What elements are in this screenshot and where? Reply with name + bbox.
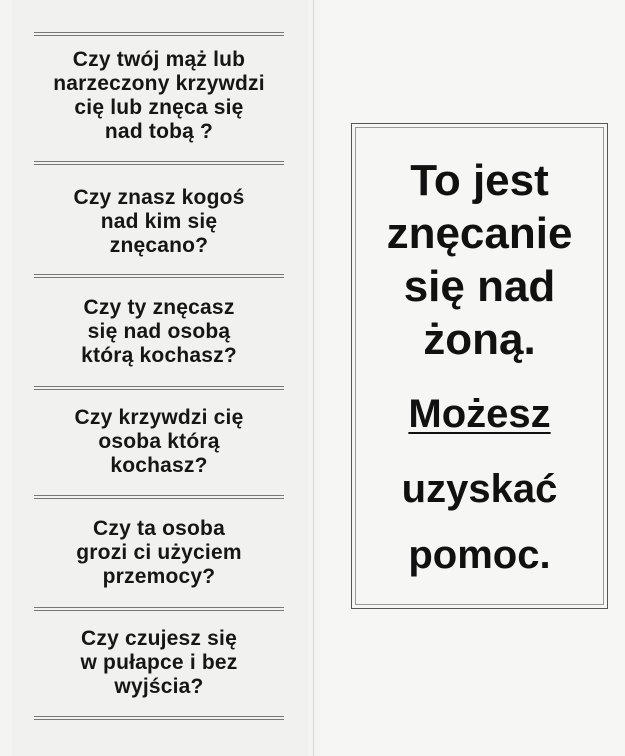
divider-rule bbox=[34, 386, 284, 390]
statement-box bbox=[351, 123, 608, 609]
question-threatens-violence: Czy ta osoba grozi ci użyciem przemocy? bbox=[76, 517, 242, 588]
divider-rule bbox=[34, 161, 284, 165]
cta-line-1 bbox=[356, 390, 603, 438]
statement-inner-frame bbox=[355, 127, 604, 605]
cta-underlined-text: Możesz bbox=[408, 392, 551, 436]
divider-rule bbox=[34, 495, 284, 499]
statement-headline: To jest znęcanie się nad żoną. bbox=[386, 156, 573, 364]
question-are-you-abuser: Czy ty znęcasz się nad osobą którą kochasz? bbox=[81, 296, 237, 367]
question-know-victim: Czy znasz kogoś nad kim się znęcano? bbox=[73, 186, 245, 257]
divider-rule bbox=[34, 716, 284, 720]
cta-line-3: pomoc. bbox=[408, 533, 551, 577]
question-feel-trapped: Czy czujesz się w pułapce i bez wyjścia? bbox=[80, 627, 238, 698]
divider-rule bbox=[34, 274, 284, 278]
cta-line-2: uzyskać bbox=[401, 467, 558, 511]
question-loved-one-hurts: Czy krzywdzi cię osoba którą kochasz? bbox=[74, 406, 244, 477]
question-abuse-by-partner: Czy twój mąż lub narzeczony krzywdzi cię lub znęca się nad tobą ? bbox=[53, 48, 265, 143]
divider-rule bbox=[34, 32, 284, 36]
fold-line bbox=[313, 0, 314, 756]
divider-rule bbox=[34, 607, 284, 611]
